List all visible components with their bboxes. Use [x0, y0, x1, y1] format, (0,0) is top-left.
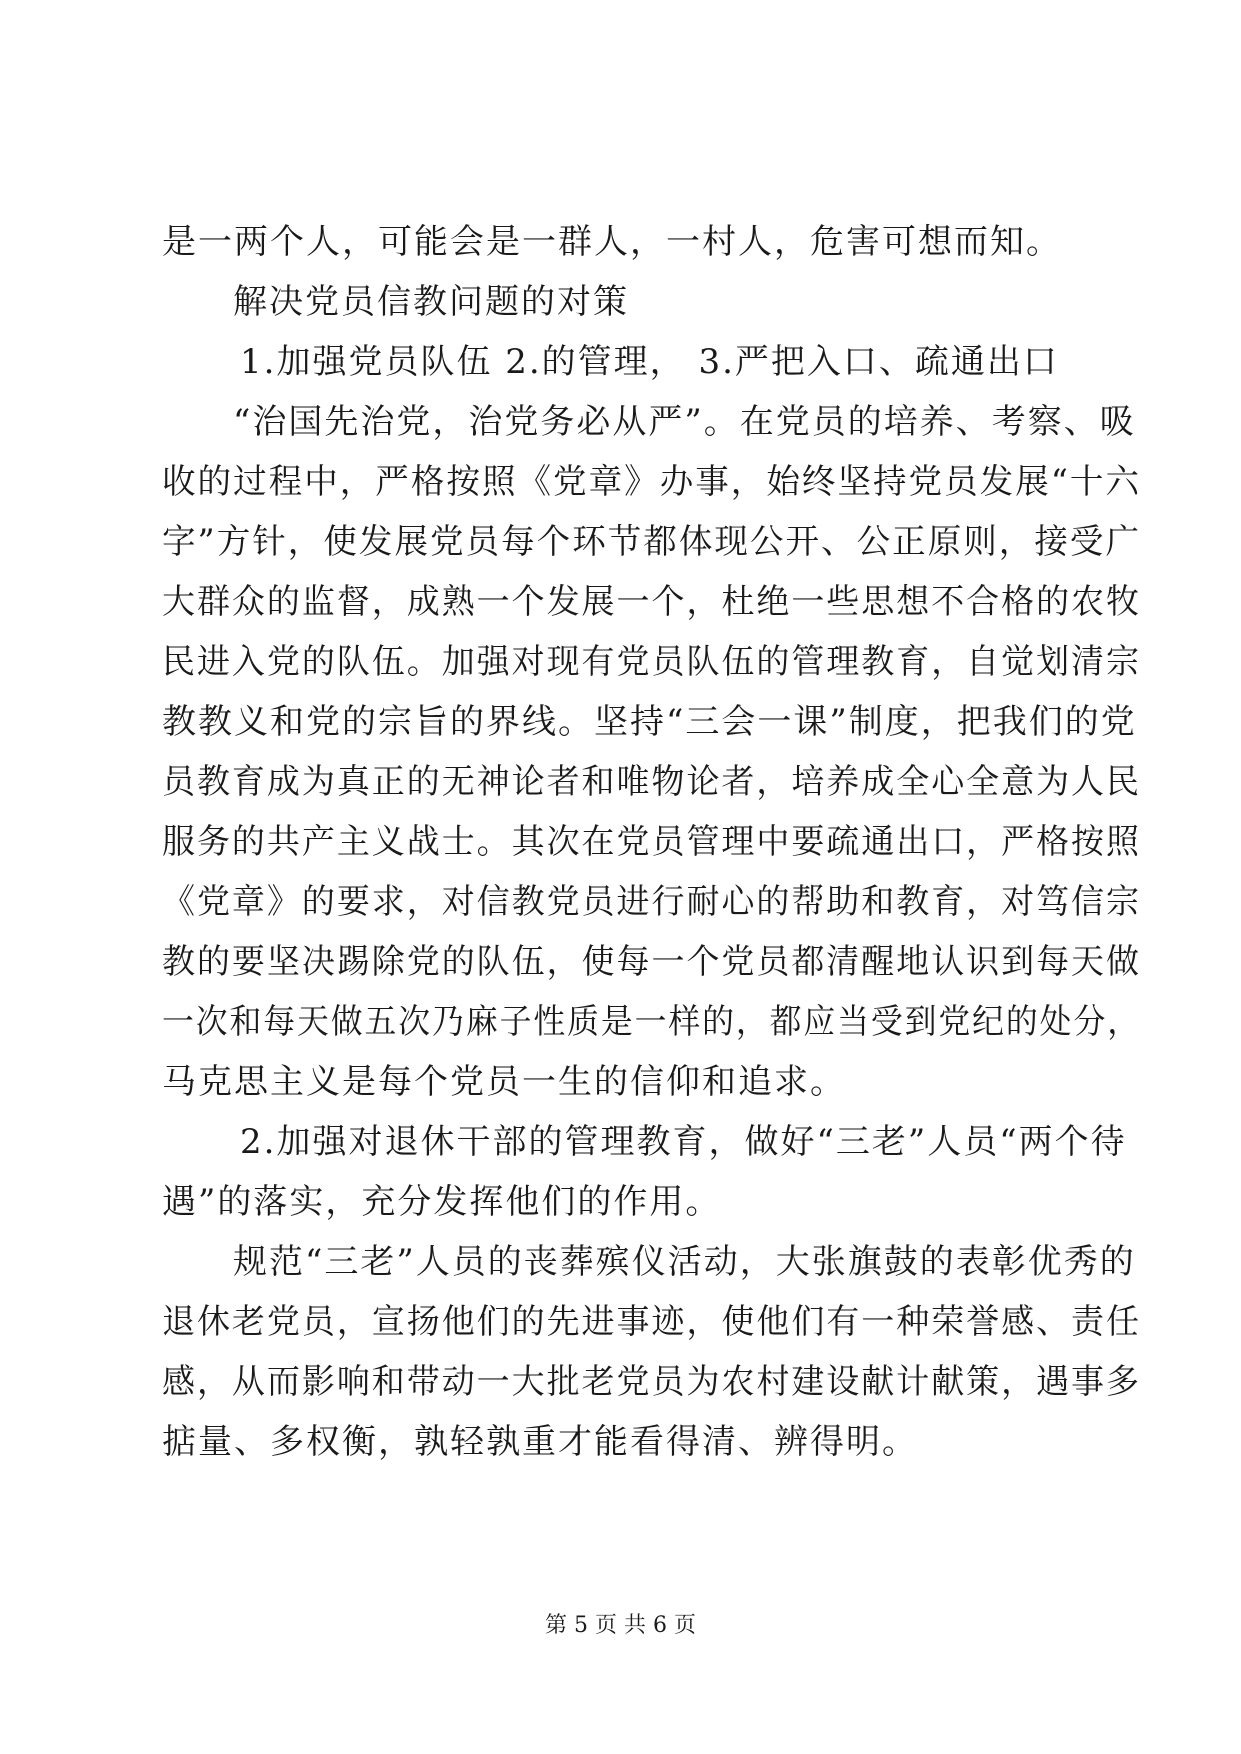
text-line-4: “治国先治党，治党务必从严”。在党员的培养、考察、吸: [233, 402, 1136, 442]
text-line-14: 一次和每天做五次乃麻子性质是一样的，都应当受到党纪的处分，: [162, 1002, 1141, 1042]
subheading-1: 1.加强党员队伍 2.的管理， 3.严把入口、疏通出口: [240, 342, 1059, 382]
page-footer: 第 5 页 共 6 页: [545, 1613, 696, 1638]
subheading-2: 2.加强对退休干部的管理教育，做好“三老”人员“两个待: [240, 1122, 1127, 1162]
text-line-18: 规范“三老”人员的丧葬殡仪活动，大张旗鼓的表彰优秀的: [233, 1242, 1136, 1282]
section-heading: 解决党员信教问题的对策: [233, 282, 629, 322]
text-line-15: 马克思主义是每个党员一生的信仰和追求。: [162, 1062, 846, 1102]
text-line-9: 教教义和党的宗旨的界线。坚持“三会一课”制度，把我们的党: [162, 702, 1137, 742]
text-line-12: 《党章》的要求，对信教党员进行耐心的帮助和教育，对笃信宗: [162, 882, 1141, 922]
text-line-13: 教的要坚决踢除党的队伍，使每一个党员都清醒地认识到每天做: [162, 942, 1141, 982]
text-line-17: 遇”的落实，充分发挥他们的作用。: [162, 1182, 722, 1222]
text-line-1: 是一两个人，可能会是一群人，一村人，危害可想而知。: [162, 222, 1062, 262]
text-line-10: 员教育成为真正的无神论者和唯物论者，培养成全心全意为人民: [162, 762, 1141, 802]
text-line-7: 大群众的监督，成熟一个发展一个，杜绝一些思想不合格的农牧: [162, 582, 1141, 622]
text-line-11: 服务的共产主义战士。其次在党员管理中要疏通出口，严格按照: [162, 822, 1141, 862]
text-line-6: 字”方针，使发展党员每个环节都体现公开、公正原则，接受广: [162, 522, 1141, 562]
text-line-21: 掂量、多权衡，孰轻孰重才能看得清、辨得明。: [162, 1422, 918, 1462]
text-line-19: 退休老党员，宣扬他们的先进事迹，使他们有一种荣誉感、责任: [162, 1302, 1141, 1342]
text-line-5: 收的过程中，严格按照《党章》办事，始终坚持党员发展“十六: [162, 462, 1141, 502]
text-line-20: 感，从而影响和带动一大批老党员为农村建设献计献策，遇事多: [162, 1362, 1141, 1402]
text-line-8: 民进入党的队伍。加强对现有党员队伍的管理教育，自觉划清宗: [162, 642, 1141, 682]
